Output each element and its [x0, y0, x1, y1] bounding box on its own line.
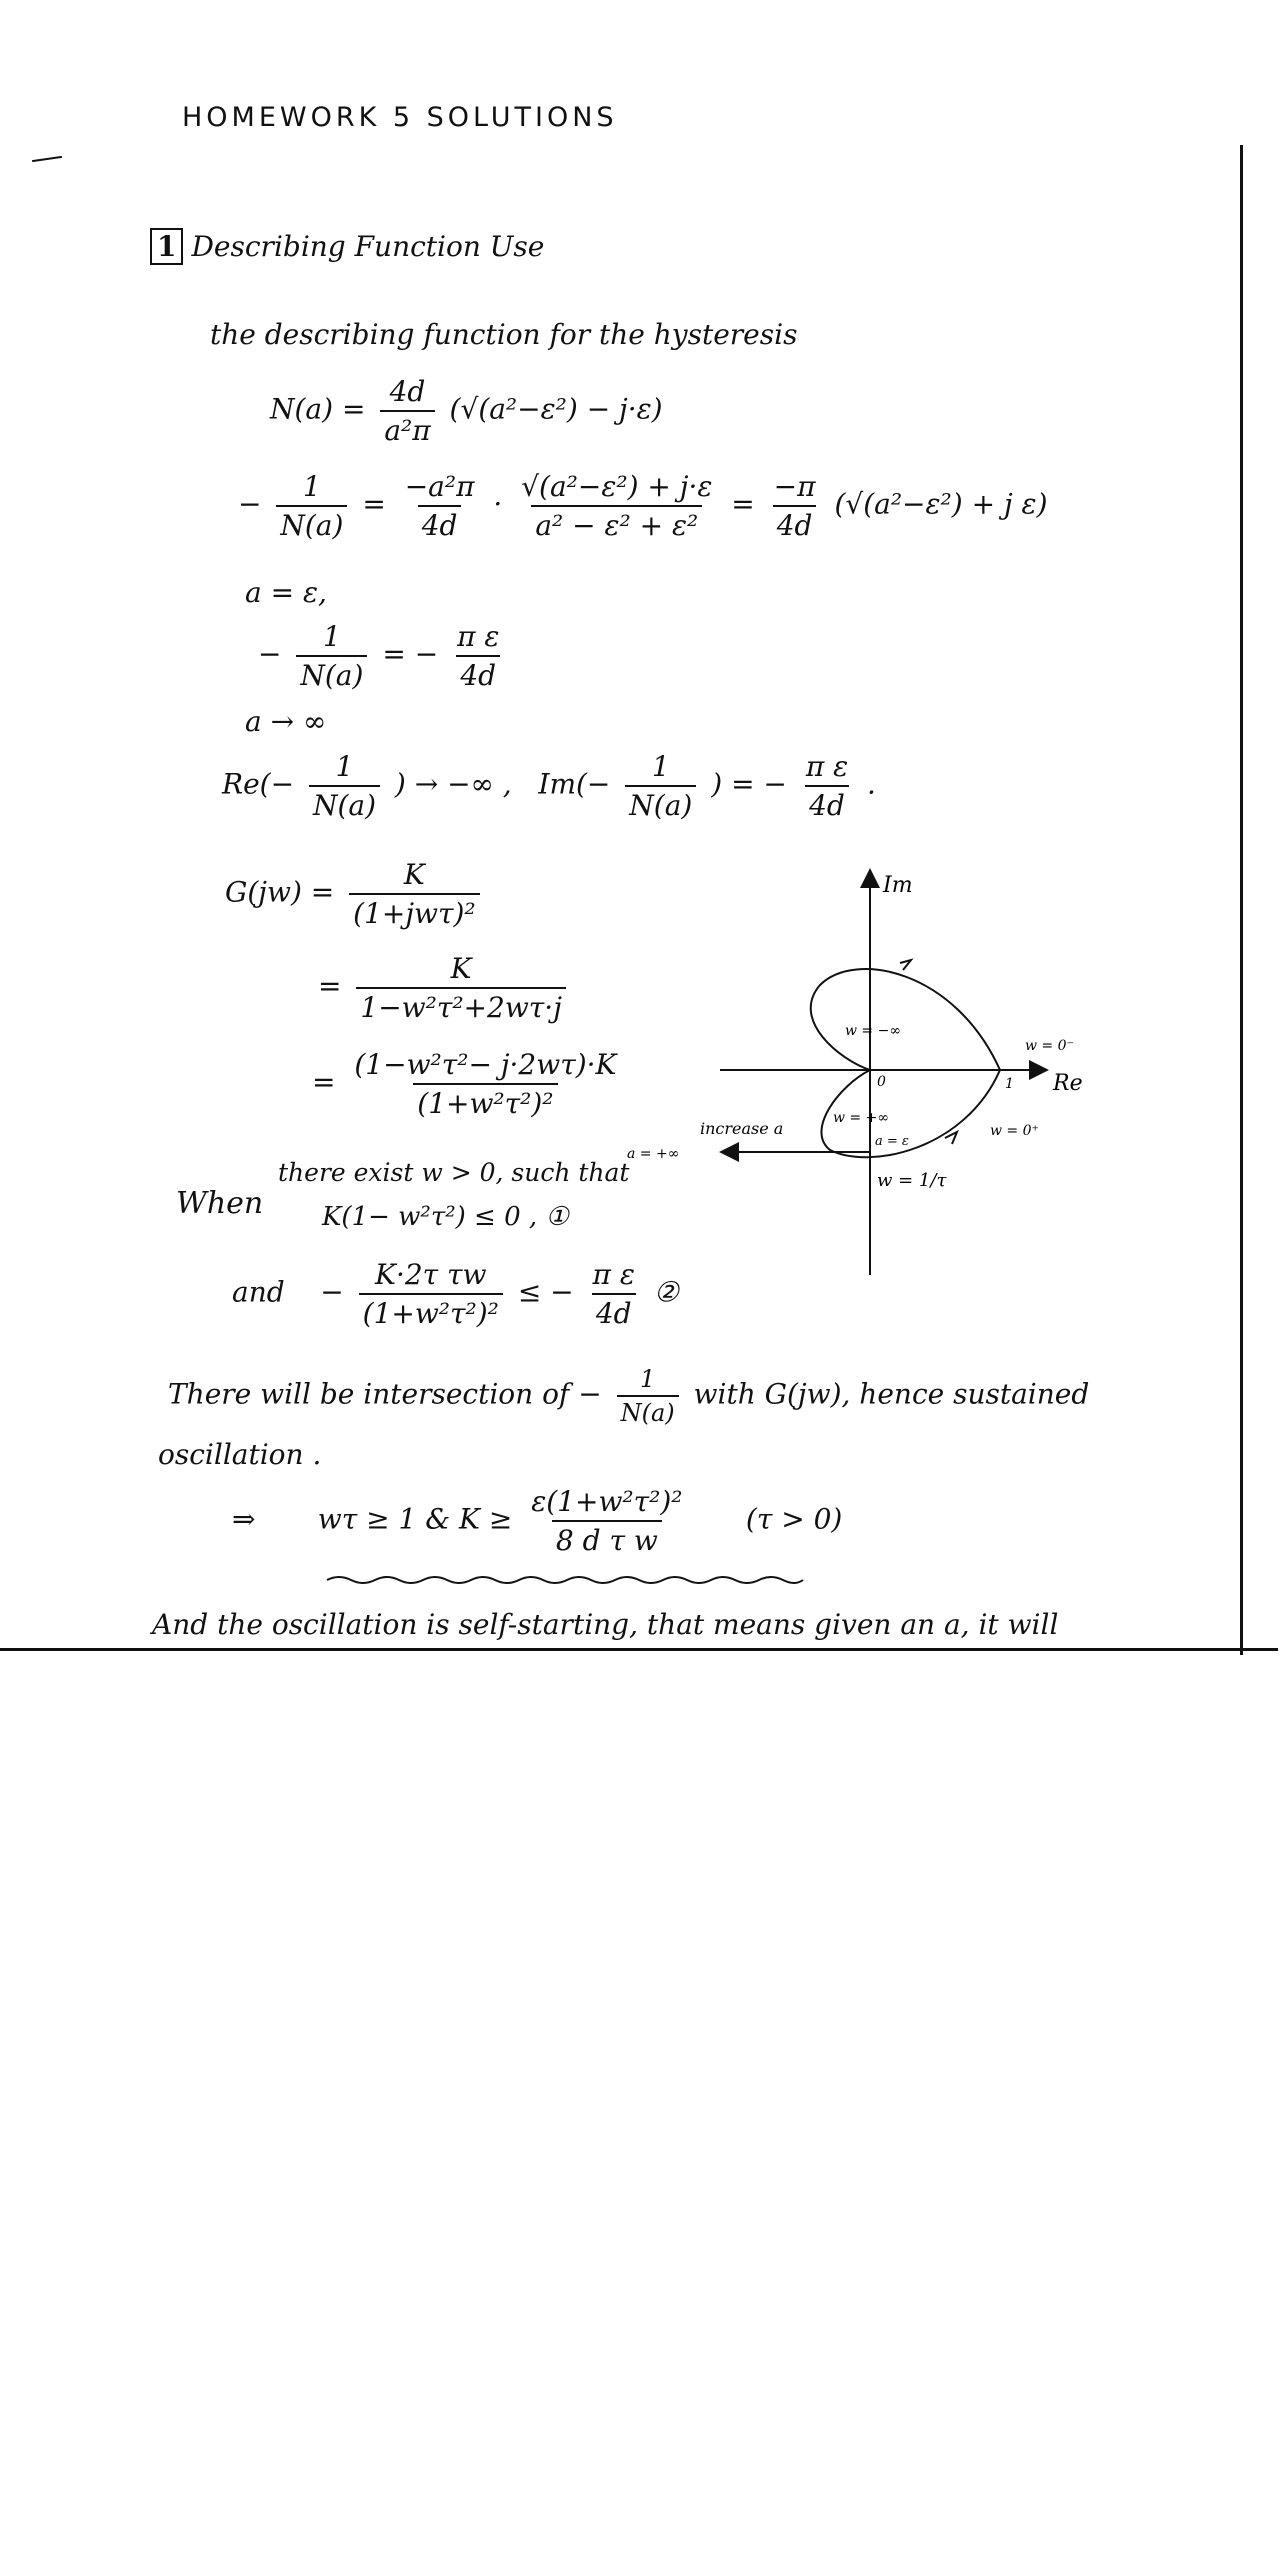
- g-eq2: [318, 952, 572, 1024]
- inv-minus: −: [238, 487, 262, 521]
- a-to-inf: a → ∞: [245, 705, 327, 738]
- n-num: 4d: [389, 375, 426, 408]
- result-underline: [325, 1572, 805, 1588]
- inv-f4-rest: (√(a²−ε²) + j ε): [834, 487, 1048, 521]
- inv-frac2: [401, 470, 479, 542]
- g2-den: 1−w²τ²+2wτ·j: [356, 987, 566, 1024]
- problem-number: 1: [150, 228, 183, 265]
- g1-den: (1+jwτ)²: [349, 893, 480, 930]
- cond2-den: (1+w²τ²)²: [359, 1293, 503, 1330]
- one-label: 1: [1005, 1076, 1014, 1092]
- cond-intro: there exist w > 0, such that: [278, 1158, 630, 1187]
- inter-a: There will be intersection of −: [168, 1377, 602, 1411]
- case1-rden: 4d: [456, 655, 500, 692]
- result-arrow: ⇒: [232, 1502, 256, 1536]
- origin-label: 0: [877, 1074, 886, 1090]
- im-eq: ) = −: [711, 767, 787, 801]
- im-lhs: Im(−: [538, 767, 611, 801]
- cond1-expr: K(1− w²τ²) ≤ 0: [322, 1202, 521, 1232]
- a-eq-eps: a = ε,: [245, 576, 327, 609]
- im-frac: [625, 750, 696, 822]
- intro-line: the describing function for the hysteresis: [210, 318, 798, 351]
- result-a: wτ ≥ 1 & K ≥: [317, 1502, 513, 1536]
- n-frac: [380, 375, 434, 447]
- inter-b: with G(jw), hence sustained: [693, 1377, 1090, 1411]
- im-rnum: π ε: [805, 750, 849, 783]
- problem-heading: [150, 228, 544, 265]
- inv-f4-num: −π: [773, 470, 816, 503]
- curve-arrow-lower: [945, 1132, 957, 1144]
- cond2-rnum: π ε: [592, 1258, 635, 1291]
- inv-f3-den: a² − ε² + ε²: [531, 505, 702, 542]
- a-eq-eps-label: a = ε: [875, 1134, 909, 1149]
- im-den: N(a): [625, 785, 696, 822]
- g-eq3: [312, 1048, 626, 1120]
- inverse-df-eq: [238, 470, 1048, 542]
- w-minus-zero-label: w = 0⁻: [1025, 1038, 1074, 1054]
- w-neg-inf-label: w = −∞: [845, 1023, 902, 1039]
- cond1: [322, 1202, 569, 1232]
- re-den: N(a): [309, 785, 380, 822]
- cond2-and: and: [232, 1275, 285, 1309]
- cond2-rden: 4d: [592, 1293, 636, 1330]
- inv-frac4: [770, 470, 820, 542]
- inv-eq2: =: [731, 487, 755, 521]
- cond2-mark: ②: [653, 1275, 679, 1309]
- cond-when: When: [176, 1186, 264, 1221]
- im-label: Im: [883, 873, 913, 898]
- g3-frac: [350, 1048, 620, 1120]
- g2-num: K: [450, 952, 472, 985]
- problem-title: Describing Function Use: [191, 230, 545, 263]
- g2-eq: =: [318, 969, 342, 1003]
- inv-frac3: [517, 470, 716, 542]
- im-dot: .: [867, 767, 876, 801]
- inv-f2-num: −a²π: [404, 470, 475, 503]
- cond1-mark: , ①: [528, 1202, 569, 1232]
- re-num: 1: [335, 750, 354, 783]
- inv-f2-den: 4d: [418, 505, 462, 542]
- re-rhs: ) → −∞ ,: [394, 767, 512, 801]
- cond2: [232, 1258, 679, 1330]
- a-eq-inf-label: a = +∞: [627, 1146, 680, 1162]
- case1-den: N(a): [296, 655, 367, 692]
- cond2-rel: ≤ −: [517, 1275, 574, 1309]
- result-num: ε(1+w²τ²)²: [531, 1485, 683, 1518]
- inv-frac1: [276, 470, 347, 542]
- g-eq1: [225, 858, 486, 930]
- n-rest: (√(a²−ε²) − j·ε): [449, 392, 663, 426]
- result-den: 8 d τ w: [552, 1520, 662, 1557]
- g-lhs: G(jw) =: [225, 875, 335, 909]
- g3-num: (1−w²τ²− j·2wτ)·K: [354, 1048, 617, 1081]
- cond2-frac: [359, 1258, 503, 1330]
- inv-eq1: =: [362, 487, 386, 521]
- case1-num: 1: [322, 620, 341, 653]
- inter-den: N(a): [617, 1395, 679, 1427]
- inter-num: 1: [639, 1365, 656, 1393]
- inv-den: N(a): [276, 505, 347, 542]
- g3-eq: =: [312, 1065, 336, 1099]
- case1-rfrac: [453, 620, 503, 692]
- last-line: And the oscillation is self-starting, that means given an a, it will: [152, 1608, 1059, 1641]
- case1-rnum: π ε: [457, 620, 500, 653]
- inv-f3-num: √(a²−ε²) + j·ε: [521, 470, 713, 503]
- limit-eq: [222, 750, 876, 822]
- oscillation-line: oscillation .: [158, 1438, 322, 1471]
- n-den: a²π: [380, 410, 434, 447]
- result-eq: [232, 1485, 842, 1557]
- nyquist-curve-upper: [811, 969, 1000, 1070]
- g1-num: K: [403, 858, 425, 891]
- case1-eq: = −: [382, 637, 439, 671]
- w-one-over-tau-label: w = 1/τ: [877, 1170, 947, 1191]
- page-title: HOMEWORK 5 SOLUTIONS: [182, 102, 618, 133]
- cond2-minus: −: [320, 1275, 344, 1309]
- case1-frac: [296, 620, 367, 692]
- inv-num: 1: [302, 470, 321, 503]
- w-plus-zero-label: w = 0⁺: [990, 1123, 1039, 1139]
- describing-function-eq: [270, 375, 663, 447]
- g3-den: (1+w²τ²)²: [413, 1083, 557, 1120]
- im-rden: 4d: [805, 785, 849, 822]
- re-lhs: Re(−: [222, 767, 295, 801]
- g2-frac: [356, 952, 566, 1024]
- page-border-right: [1240, 145, 1243, 1655]
- intersection-line: [168, 1365, 1089, 1427]
- nyquist-plot: [615, 860, 1135, 1290]
- re-frac: [309, 750, 380, 822]
- case1-minus: −: [258, 637, 282, 671]
- im-num: 1: [651, 750, 670, 783]
- result-cond: (τ > 0): [745, 1502, 843, 1536]
- g1-frac: [349, 858, 480, 930]
- page-border-bottom: [0, 1648, 1278, 1651]
- margin-mark: [32, 156, 62, 162]
- cond2-num: K·2τ τw: [375, 1258, 487, 1291]
- re-label: Re: [1053, 1071, 1083, 1096]
- inv-dot: ·: [493, 487, 503, 521]
- curve-arrow-upper: [900, 960, 911, 970]
- increase-a-label: increase a: [700, 1119, 784, 1138]
- inv-f4-den: 4d: [773, 505, 817, 542]
- n-lhs: N(a) =: [270, 392, 366, 426]
- w-pos-inf-label: w = +∞: [833, 1110, 890, 1126]
- result-frac: [527, 1485, 686, 1557]
- case1-eq: [258, 620, 509, 692]
- inter-frac: [617, 1365, 679, 1427]
- im-rfrac: [802, 750, 852, 822]
